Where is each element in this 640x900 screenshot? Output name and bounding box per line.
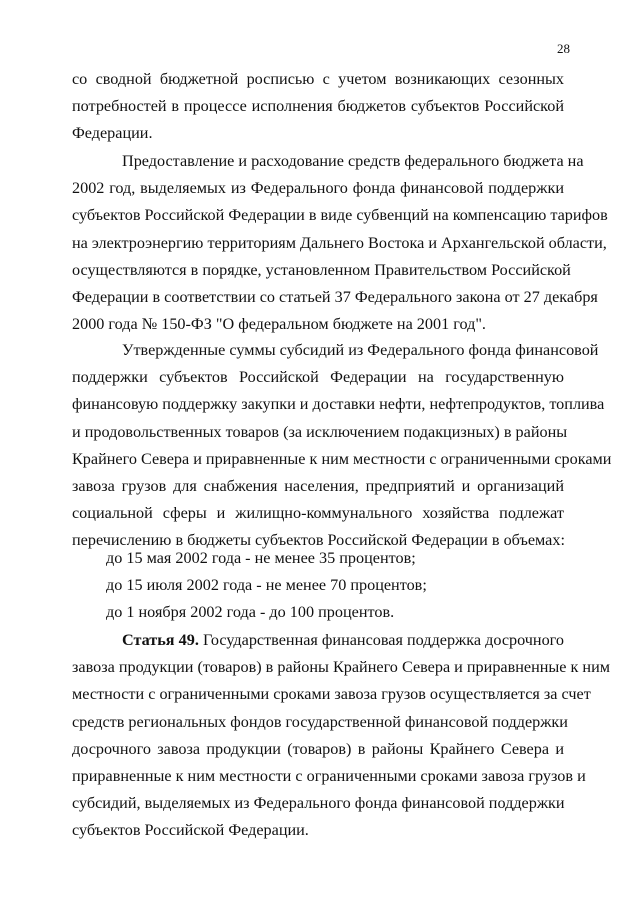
article-49 — [72, 627, 610, 845]
text-line: Федерации в соответствии со статьей 37 Федерального закона от 27 декабря — [72, 287, 598, 306]
text-line: субъектов Российской Федерации. — [72, 821, 309, 840]
text-line: Предоставление и расходование средств федерального бюджета на — [122, 152, 584, 170]
paragraph-subsidies — [72, 337, 612, 555]
text-line: местности с ограниченными сроками завоза грузов осуществляется за счет — [72, 685, 591, 704]
deadline-list — [72, 545, 564, 627]
text-line: завоза грузов для снабжения населения, предприятий и организаций — [72, 476, 564, 495]
text-line: Крайнего Севера и приравненные к ним местности с ограниченными сроками — [72, 449, 612, 468]
text-line: Утвержденные суммы субсидий из Федерального фонда финансовой — [122, 341, 599, 359]
text-line: досрочного завоза продукции (товаров) в районы Крайнего Севера и — [72, 739, 564, 758]
article-first-line — [72, 627, 564, 654]
text-line: на электроэнергию территориям Дальнего Востока и Архангельской области, — [72, 233, 607, 252]
text-line: перечислению в бюджеты субъектов Российской Федерации в объемах: — [72, 531, 565, 550]
list-item: до 1 ноября 2002 года - до 100 процентов. — [106, 603, 395, 622]
article-heading-text: Государственная финансовая поддержка досрочного — [202, 631, 564, 649]
text-line: приравненные к ним местности с ограниченными сроками завоза грузов и — [72, 766, 586, 785]
page-number: 28 — [557, 41, 570, 56]
text-line: Федерации. — [72, 124, 153, 143]
text-line: со сводной бюджетной росписью с учетом возникающих сезонных — [72, 70, 564, 88]
paragraph-subventions — [72, 148, 608, 338]
text-line: субсидий, выделяемых из Федерального фонда финансовой поддержки — [72, 794, 565, 813]
list-item: до 15 мая 2002 года - не менее 35 процентов; — [106, 549, 416, 567]
text-line: субъектов Российской Федерации в виде субвенций на компенсацию тарифов — [72, 206, 608, 225]
article-label: Статья 49. — [122, 631, 199, 649]
paragraph-continuation — [72, 66, 564, 148]
text-line: потребностей в процессе исполнения бюджетов субъектов Российской — [72, 97, 564, 116]
list-item: до 15 июля 2002 года - не менее 70 процентов; — [106, 576, 427, 595]
text-line: завоза продукции (товаров) в районы Крайнего Севера и приравненные к ним — [72, 658, 610, 677]
text-line: и продовольственных товаров (за исключением подакцизных) в районы — [72, 422, 568, 441]
text-line: поддержки субъектов Российской Федерации на государственную — [72, 368, 564, 387]
text-line: 2000 года № 150-ФЗ "О федеральном бюджете на 2001 год". — [72, 315, 486, 334]
text-line: 2002 год, выделяемых из Федерального фонда финансовой поддержки — [72, 179, 564, 198]
text-line: социальной сферы и жилищно-коммунального хозяйства подлежат — [72, 504, 564, 523]
text-line: финансовую поддержку закупки и доставки нефти, нефтепродуктов, топлива — [72, 395, 605, 414]
text-line: средств региональных фондов государственной финансовой поддержки — [72, 712, 568, 731]
text-line: осуществляются в порядке, установленном Правительством Российской — [72, 260, 571, 279]
